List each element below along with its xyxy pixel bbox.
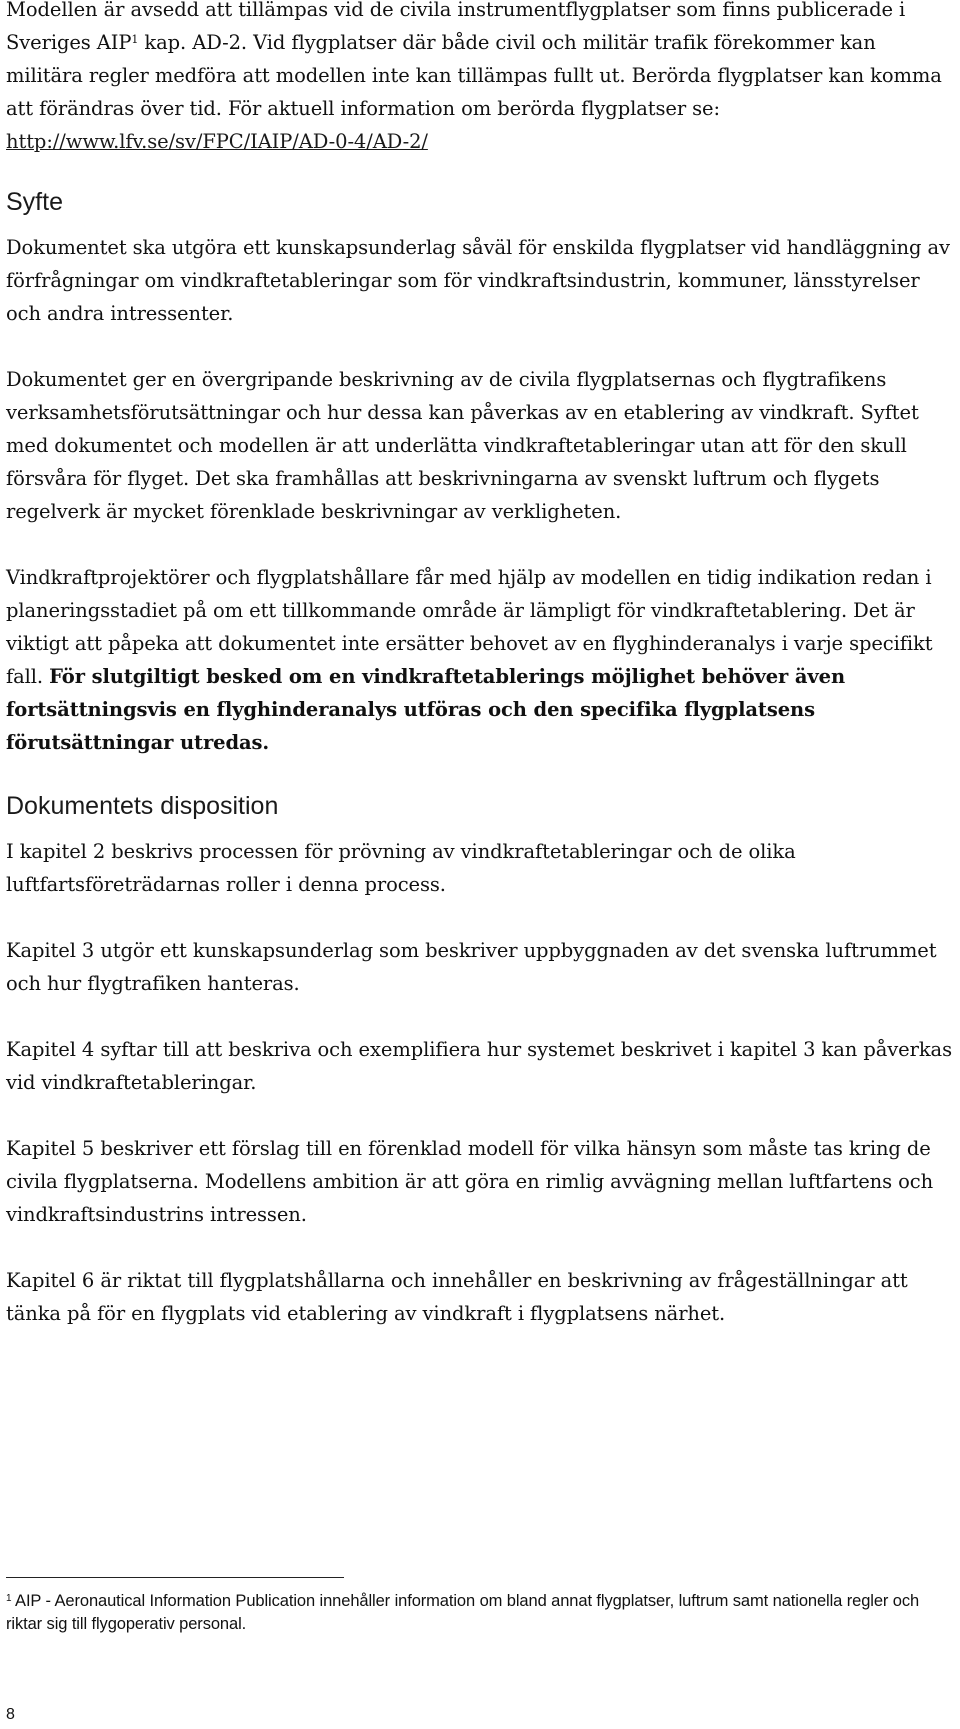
- syfte-paragraph-2: Dokumentet ger en övergripande beskrivning av de civila flygplatsernas och flygtrafikens verksamhetsförutsättningar och hur dessa kan påverkas av en etablering av vindkraft. Syftet med dokumentet och modellen är att underlätta vindkraftetableringar utan att för den skull försvåra för flyget. Det ska framhållas att beskrivningarna av svenskt luftrum och flygets regelverk är mycket förenklade beskrivningar av verkligheten.: [6, 368, 919, 523]
- disposition-paragraph-4: Kapitel 5 beskriver ett förslag till en förenklad modell för vilka hänsyn som måste tas kring de civila flygplatserna. Modellens ambition är att göra en rimlig avvägning mellan luftfartens och vindkraftsindustrins intressen.: [6, 1137, 934, 1226]
- footnote: [6, 1590, 936, 1636]
- syfte-paragraph-3-text: Vindkraftprojektörer och flygplatshållare får med hjälp av modellen en tidig indikation redan i planeringsstadiet på om ett tillkommande område är lämpligt för vindkraftetablering. Det är viktigt att påpeka att dokumentet inte ersätter behovet av en flyghinderanalys i varje specifikt fall.: [6, 566, 933, 688]
- intro-text-end: kap. AD-2. Vid flygplatser där både civil och militär trafik förekommer kan militära regler medföra att modellen inte kan tillämpas fullt ut. Berörda flygplatser kan komma att förändras över tid. För aktuell information om berörda flygplatser se:: [6, 31, 942, 120]
- footnote-marker: 1: [6, 1593, 12, 1604]
- disposition-paragraph-3: Kapitel 4 syftar till att beskriva och exemplifiera hur systemet beskrivet i kapitel 3 kan påverkas vid vindkraftetableringar.: [6, 1038, 952, 1094]
- intro-paragraph: [6, 0, 956, 158]
- syfte-paragraph-1: Dokumentet ska utgöra ett kunskapsunderlag såväl för enskilda flygplatser vid handläggning av förfrågningar om vindkraftetableringar som för vindkraftsindustrin, kommuner, länsstyrelser och andra intressenter.: [6, 236, 950, 325]
- syfte-paragraph-3-bold: För slutgiltigt besked om en vindkraftetablerings möjlighet behöver även fortsättningsvis en flyghinderanalys utföras och den specifika flygplatsens förutsättningar utredas.: [6, 665, 846, 754]
- disposition-paragraph-1: I kapitel 2 beskrivs processen för prövning av vindkraftetableringar och de olika luftfartsföreträdarnas roller i denna process.: [6, 840, 796, 896]
- section-heading-syfte: Syfte: [6, 188, 63, 216]
- footnote-text: AIP - Aeronautical Information Publication innehåller information om bland annat flygplatser, luftrum samt nationella regler och riktar sig till flygoperativ personal.: [6, 1592, 920, 1633]
- section-heading-disposition: Dokumentets disposition: [6, 792, 279, 820]
- footnote-divider: [6, 1577, 344, 1578]
- intro-text-start: Modellen är avsedd att tillämpas vid de civila instrumentflygplatser som finns publicerade i Sveriges AIP: [6, 0, 906, 54]
- footnote-reference[interactable]: 1: [131, 33, 139, 46]
- syfte-paragraph-3: [6, 561, 956, 759]
- page-number: 8: [6, 1706, 15, 1723]
- document-page: [6, 0, 956, 1330]
- disposition-paragraph-5: Kapitel 6 är riktat till flygplatshållarna och innehåller en beskrivning av frågeställningar att tänka på för en flygplats vid etablering av vindkraft i flygplatsens närhet.: [6, 1269, 908, 1325]
- disposition-paragraph-2: Kapitel 3 utgör ett kunskapsunderlag som beskriver uppbyggnaden av det svenska luftrummet och hur flygtrafiken hanteras.: [6, 939, 937, 995]
- aip-link[interactable]: http://www.lfv.se/sv/FPC/IAIP/AD-0-4/AD-2/: [6, 130, 428, 153]
